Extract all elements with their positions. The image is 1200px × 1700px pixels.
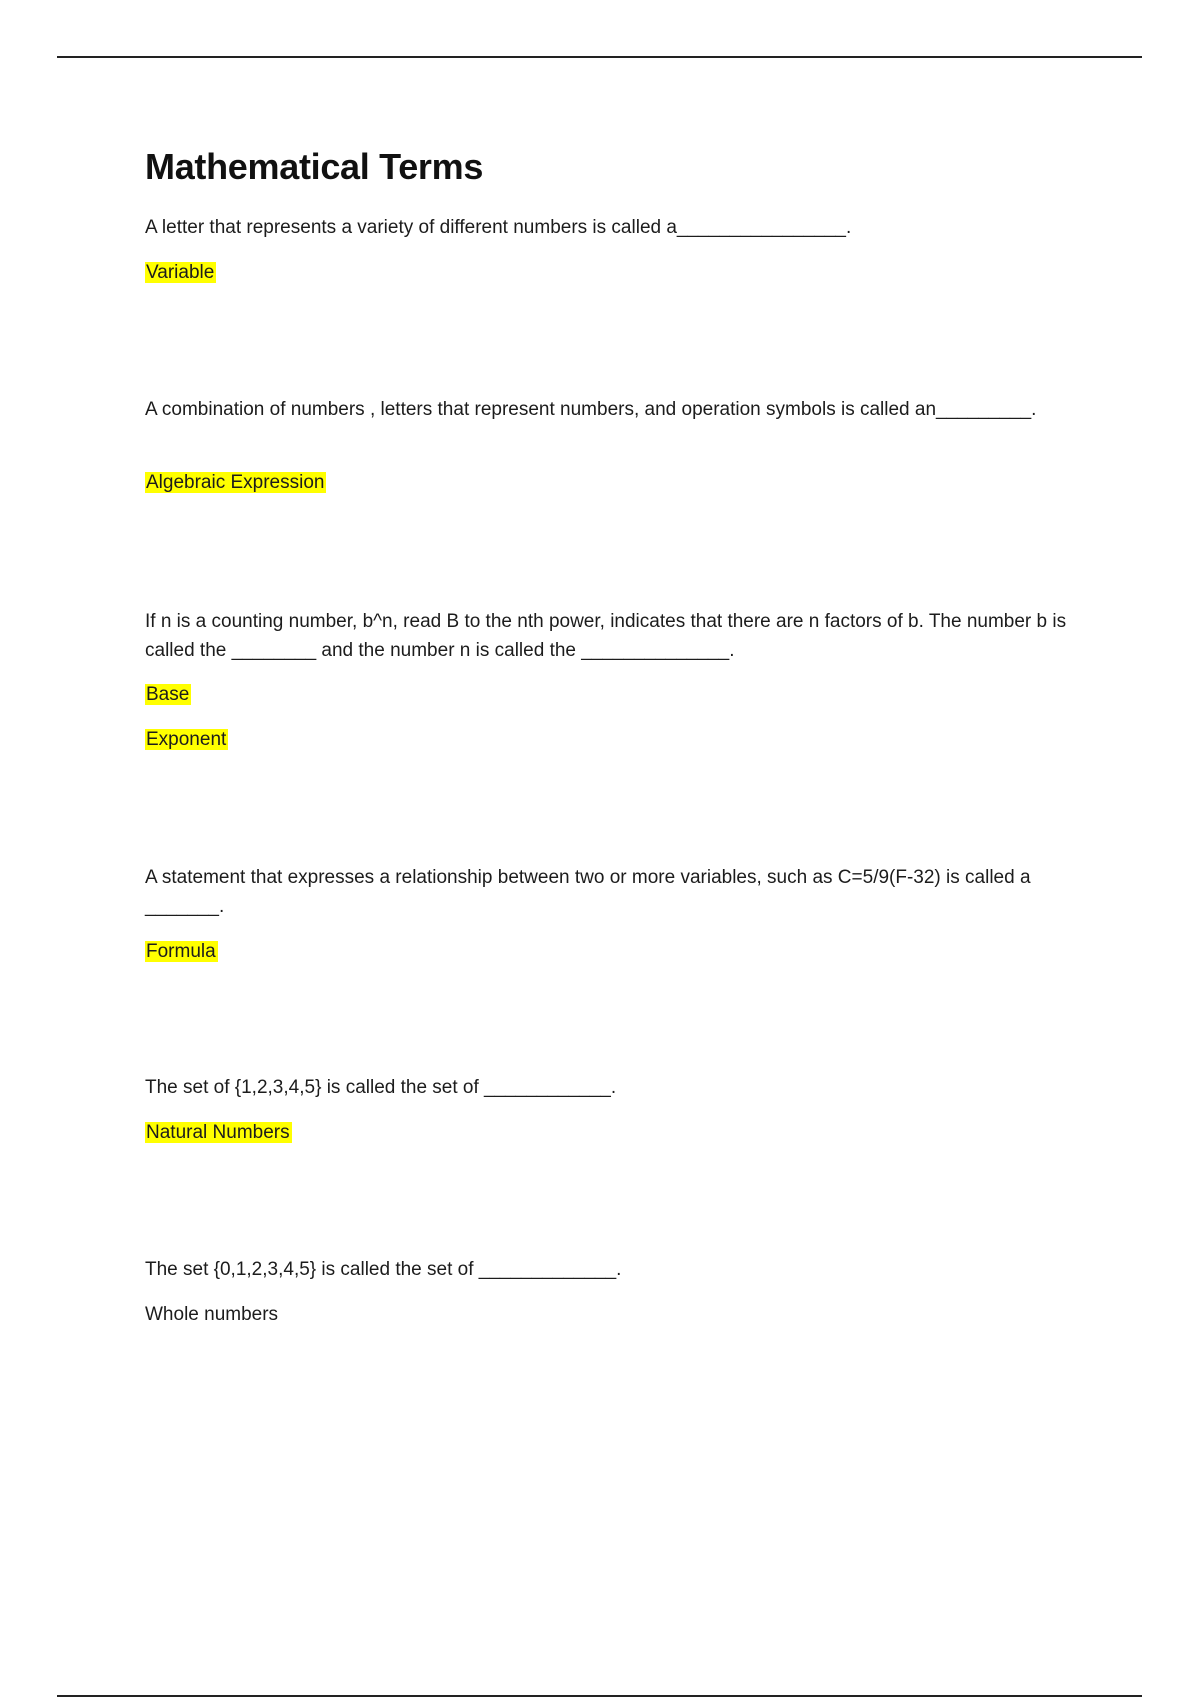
- answer-highlight: Formula: [146, 941, 216, 962]
- answer-highlight: Base: [146, 684, 190, 705]
- answer-highlight: Natural Numbers: [146, 1122, 290, 1143]
- answer-highlight: Variable: [146, 262, 215, 283]
- footer-rule: [57, 1695, 1142, 1697]
- header-rule: [57, 56, 1142, 58]
- question-5-prompt: The set of {1,2,3,4,5} is called the set of ____________.: [145, 1077, 617, 1098]
- question-6-prompt: The set {0,1,2,3,4,5} is called the set of _____________.: [145, 1259, 622, 1280]
- question-5-answer: [145, 1120, 292, 1146]
- question-3-answer-1: [145, 682, 191, 708]
- question-2-answer: [145, 470, 326, 496]
- question-3-prompt: If n is a counting number, b^n, read B to the nth power, indicates that there are n factors of b. The number b is called the ________ and the number n is called the ______________.: [145, 611, 1067, 661]
- question-1-prompt: A letter that represents a variety of different numbers is called a________________.: [145, 217, 852, 238]
- answer-highlight: Exponent: [146, 729, 227, 750]
- question-1-answer: [145, 260, 216, 286]
- page-title: Mathematical Terms: [145, 146, 484, 187]
- question-3-answer-2: [145, 727, 228, 753]
- question-4-answer: [145, 939, 218, 965]
- question-4-prompt: A statement that expresses a relationship between two or more variables, such as C=5/9(F-32) is called a _______.: [145, 867, 1031, 917]
- question-6-answer: Whole numbers: [145, 1304, 279, 1325]
- question-2-prompt: A combination of numbers , letters that represent numbers, and operation symbols is called an_________.: [145, 399, 1037, 420]
- answer-highlight: Algebraic Expression: [146, 472, 325, 493]
